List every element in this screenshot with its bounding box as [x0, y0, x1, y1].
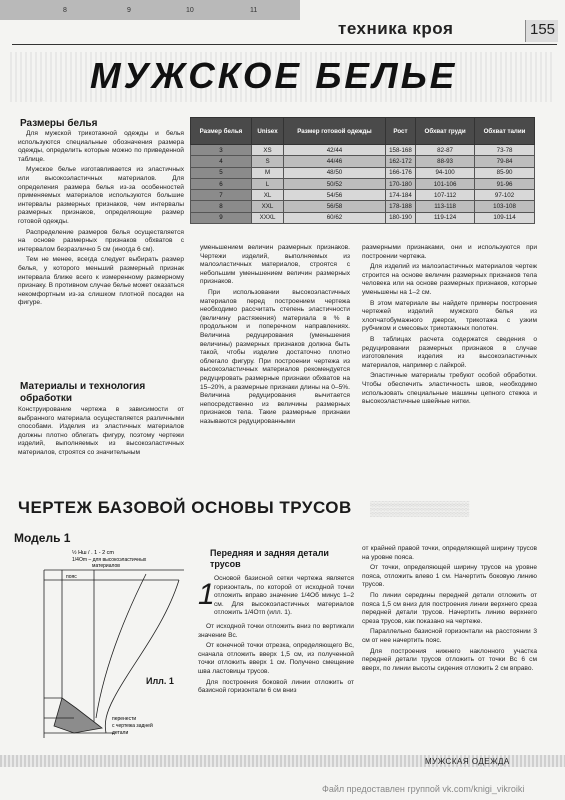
table-cell: 103-108: [475, 201, 535, 212]
model-label: Модель 1: [14, 531, 71, 545]
table-row: [191, 201, 535, 212]
drawing-label: перенести: [112, 716, 137, 722]
table-cell: 109-114: [475, 212, 535, 223]
drawing-label: пояс: [66, 574, 77, 580]
table-header-row: [191, 118, 535, 145]
ruler-number: 10: [186, 7, 194, 14]
faded-background-text: ▒▒▒▒▒▒▒▒▒▒: [370, 500, 470, 516]
table-cell: 85-90: [475, 167, 535, 178]
paragraph: По линии середины передней детали отложить от пояса 1,5 см вниз для построения линии верхнего среза передней детали трусов. Начертить линию верхнего среза трусов, как показано на чертеже.: [362, 591, 537, 625]
table-cell: XL: [251, 190, 283, 201]
table-cell: 8: [191, 201, 252, 212]
table-row: [191, 167, 535, 178]
table-row: [191, 156, 535, 167]
table-cell: XXXL: [251, 212, 283, 223]
paragraph: Для изделий из малоэластичных материалов чертеж строится на основе величин размерных признаков тела человека или на основе размерных признаков, которые уменьшены на 1–2 см.: [362, 263, 537, 296]
table-cell: S: [251, 156, 283, 167]
paragraph: От исходной точки отложить вниз по вертикали значение Вс.: [198, 623, 354, 639]
size-table: [190, 117, 535, 224]
gusset-area: [54, 698, 102, 733]
text-column-1b: [18, 406, 184, 460]
table-row: [191, 178, 535, 189]
drawing-label: 1/4Om – для высокоэластичных: [72, 557, 147, 563]
ruler-number: 11: [250, 7, 258, 14]
table-cell: 73-78: [475, 145, 535, 156]
paragraph: Тем не менее, всегда следует выбирать размер белья, у которого меньший размерный признак интервала ближе всего к измеренному размерному признаку. В противном случае белье может оказаться некомфортным из-за слишком плотной посадки на фигуре.: [18, 256, 184, 307]
table-cell: XXL: [251, 201, 283, 212]
drawing-label: ½ Нш / . 1 - 2 cm: [72, 550, 115, 556]
magazine-name: МУЖСКАЯ ОДЕЖДА: [425, 757, 510, 766]
pattern-drawing: [14, 548, 194, 743]
paragraph: Мужское белье изготавливается из эластичных или высокоэластичных материалов. Для определения размера белья из-за особенностей применяемых материалов используются большие интервалы размерных признаков, чем интервалы размерных признаков, определяющие размер готовой одежды.: [18, 166, 184, 225]
paragraph: Параллельно базисной горизонтали на расстоянии 3 см от нее начертить пояс.: [362, 628, 537, 644]
heading-materials: Материалы и технология обработки: [20, 381, 146, 404]
table-cell: 119-124: [416, 212, 475, 223]
col-header: Размер белья: [191, 118, 252, 145]
table-cell: 7: [191, 190, 252, 201]
col-header: Обхват талии: [475, 118, 535, 145]
table-cell: 6: [191, 178, 252, 189]
table-cell: 174-184: [385, 190, 415, 201]
table-cell: L: [251, 178, 283, 189]
table-cell: 94-100: [416, 167, 475, 178]
table-cell: 42/44: [284, 145, 386, 156]
heading-sizes: Размеры белья: [20, 118, 98, 129]
text-column-3: [362, 244, 537, 409]
col-header: Обхват груди: [416, 118, 475, 145]
table-cell: 79-84: [475, 156, 535, 167]
table-cell: 178-188: [385, 201, 415, 212]
credit-text: Файл предоставлен группой vk.com/knigi_vikroiki: [322, 784, 525, 794]
paragraph: От точки, определяющей ширину трусов на уровне пояса, отложить влево 1 см. Начертить боковую линию трусов.: [362, 564, 537, 589]
text-section2-col2: [214, 575, 354, 620]
paragraph: Основой базисной сетки чертежа является горизонталь, по которой от исходной точки отложить вправо значение 1/4Об минус 1–2 см. Для высокоэластичных материалов отложить 1/4Отп (илл. 1).: [214, 575, 354, 617]
table-row: [191, 190, 535, 201]
table-cell: 5: [191, 167, 252, 178]
table-cell: 158-168: [385, 145, 415, 156]
table-cell: M: [251, 167, 283, 178]
text-section2-col2b: [198, 623, 354, 698]
section-heading: ЧЕРТЕЖ БАЗОВОЙ ОСНОВЫ ТРУСОВ: [18, 498, 352, 517]
text-section2-col3: [362, 545, 537, 675]
paragraph: Для построения боковой линии отложить от базисной горизонтали 6 см вниз: [198, 678, 354, 695]
header-rule: [12, 44, 557, 45]
paragraph: При использовании высокоэластичных материалов перед построением чертежа необходимо рассчитать степень эластичности (величину растяжения) материала в % в продольном и поперечном направлениях. Величина редуцирования (уменьшения величины) размерных признаков должна быть такой, чтобы изделие достаточно плотно облегало фигуру. При построении чертежа из высокоэластичных материалов рекомендуется редуцировать размерные признаки обхватов на 15–20%, а размерные признаки длины на 0–5%. Величина редуцирования вычитается непосредственно из величины размерных признаков тела. Такие размерные признаки называются редуцированными: [200, 288, 350, 425]
article-title: МУЖСКОЕ БЕЛЬЕ: [90, 55, 458, 96]
table-cell: 166-176: [385, 167, 415, 178]
table-cell: 60/62: [284, 212, 386, 223]
table-cell: 162-172: [385, 156, 415, 167]
drawing-label: детали: [112, 730, 129, 736]
table-cell: 82-87: [416, 145, 475, 156]
table-row: [191, 145, 535, 156]
paragraph: Для построения нижнего наклонного участка передней детали трусов отложить от точки Вс 6 см вверх, по линии высоты сидения отложить 2 см вправо.: [362, 647, 537, 672]
ruler: [0, 0, 300, 20]
drawing-label: с чертежа задней: [112, 723, 153, 729]
table-cell: 54/56: [284, 190, 386, 201]
paragraph: От конечной точки отрезка, определяющего Вс, сначала отложить вверх 1,5 см, из полученной точки отложить вверх 1 см. Получено смещение шва ластовицы трусов.: [198, 642, 354, 675]
paragraph: размерными признаками, они и используются при построении чертежа.: [362, 244, 537, 260]
table-row: [191, 212, 535, 223]
table-cell: 9: [191, 212, 252, 223]
dropcap: 1: [198, 578, 215, 611]
text-column-1a: [18, 130, 184, 310]
side-curve: [105, 580, 179, 733]
table-cell: 113-118: [416, 201, 475, 212]
back-curve: [96, 574, 146, 718]
col-header: Размер готовой одежды: [284, 118, 386, 145]
col-header: Рост: [385, 118, 415, 145]
paragraph: Эластичные материалы требуют особой обработки. Чтобы обеспечить эластичность швов, необходимо использовать специальные машины цепного стежка и высокоэластичные швейные нитки.: [362, 372, 537, 406]
paragraph: уменьшением величин размерных признаков. Чертежи изделий, выполняемых из малоэластичных материалов, строятся с небольшим уменьшением величин размерных признаков.: [200, 244, 350, 286]
table-cell: 50/52: [284, 178, 386, 189]
paragraph: В таблицах расчета содержатся сведения о редуцировании размерных признаков в случае изготовления изделия из высокоэластичных материалов, например с лайкрой.: [362, 335, 537, 369]
table-cell: 4: [191, 156, 252, 167]
table-cell: 101-106: [416, 178, 475, 189]
table-cell: 3: [191, 145, 252, 156]
col-header: Unisex: [251, 118, 283, 145]
table-cell: 97-102: [475, 190, 535, 201]
table-cell: 48/50: [284, 167, 386, 178]
table-cell: 170-180: [385, 178, 415, 189]
ruler-number: 9: [127, 7, 131, 14]
table-cell: 107-112: [416, 190, 475, 201]
subheading: Передняя и задняя детали трусов: [210, 548, 329, 569]
ruler-number: 8: [63, 7, 67, 14]
paragraph: Конструирование чертежа в зависимости от выбранного материала осуществляется различными способами. Изделия из эластичных материалов должны плотно облегать фигуру, поэтому чертежи изделий, выполняемых из высокоэластичных материалов, строятся со значительным: [18, 406, 184, 456]
paragraph: Распределение размеров белья осуществляется на основе размерных признаков обхватов с интервалом безразлично 5 см (иногда 6 см).: [18, 228, 184, 253]
drawing-label: материалов: [92, 563, 120, 569]
section-title: техника кроя: [338, 19, 454, 38]
table-cell: XS: [251, 145, 283, 156]
paragraph: от крайней правой точки, определяющей ширину трусов на уровне пояса.: [362, 545, 537, 561]
page-number: 155: [530, 21, 556, 38]
paragraph: Для мужской трикотажной одежды и белья используются специальные обозначения размера одежды, определить которые можно по приведенной таблице.: [18, 130, 184, 163]
table-cell: 180-190: [385, 212, 415, 223]
table-cell: 91-96: [475, 178, 535, 189]
text-column-2: [200, 244, 350, 428]
illustration-label: Илл. 1: [146, 676, 174, 686]
table-cell: 56/58: [284, 201, 386, 212]
paragraph: В этом материале вы найдете примеры построения чертежей изделий мужского белья из хлопчатобумажного джерси, трикотажа с узким рубчиком и смесовых трикотажных полотен.: [362, 299, 537, 333]
table-cell: 88-93: [416, 156, 475, 167]
table-cell: 44/46: [284, 156, 386, 167]
